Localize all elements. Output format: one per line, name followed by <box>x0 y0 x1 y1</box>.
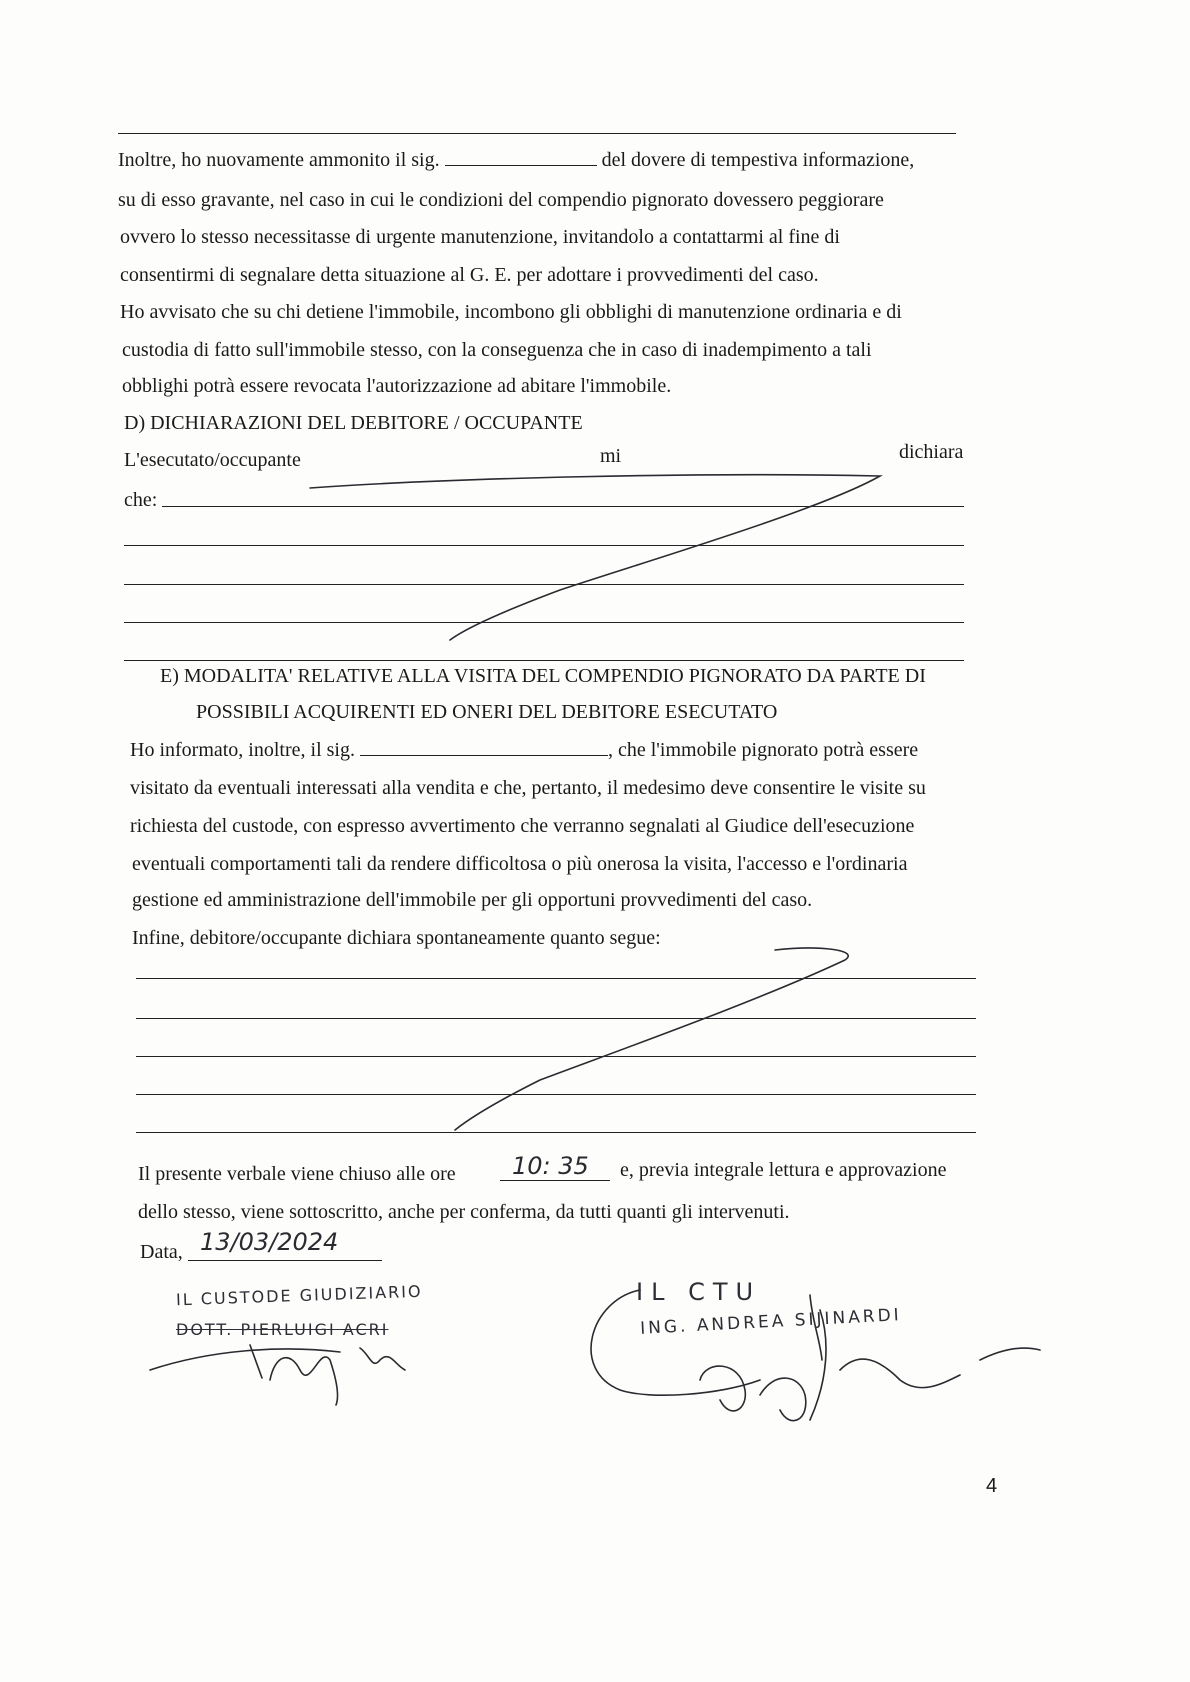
ctu-signature <box>591 1290 1040 1421</box>
para1-end: del dovere di tempestiva informazione, <box>601 149 915 171</box>
page-number: 4 <box>986 1475 998 1497</box>
para1-line2: su di esso gravante, nel caso in cui le condizioni del compendio pignorato dovessero peggiorare <box>118 189 884 211</box>
para1-start: Inoltre, ho nuovamente ammonito il sig. <box>118 149 440 171</box>
section-d-heading: D) DICHIARAZIONI DEL DEBITORE / OCCUPANTE <box>124 412 583 434</box>
section-e-line5: gestione ed amministrazione dell'immobile per gli opportuni provvedimenti del caso. <box>132 889 813 911</box>
date-value: 13/03/2024 <box>200 1228 339 1256</box>
strike-section-d <box>310 475 880 640</box>
para2-line3: obblighi potrà essere revocata l'autorizzazione ad abitare l'immobile. <box>122 375 672 397</box>
section-d-che: che: <box>124 489 158 511</box>
para1-line3: ovvero lo stesso necessitasse di urgente manutenzione, invitandolo a contattarmi al fine di <box>120 226 840 248</box>
closing-line1-end: e, previa integrale lettura e approvazione <box>620 1159 947 1181</box>
section-e-line2: visitato da eventuali interessati alla vendita e che, pertanto, il medesimo deve consentire le visite su <box>130 777 926 799</box>
section-d-subject: L'esecutato/occupante <box>124 449 301 471</box>
closing-line1-start: Il presente verbale viene chiuso alle ore <box>138 1163 456 1185</box>
section-d-mi: mi <box>600 445 622 467</box>
para2-line1: Ho avvisato che su chi detiene l'immobile, incombono gli obblighi di manutenzione ordinaria e di <box>120 301 902 323</box>
para2-line2: custodia di fatto sull'immobile stesso, con la conseguenza che in caso di inadempimento a tali <box>122 339 872 361</box>
section-e-line3: richiesta del custode, con espresso avvertimento che verranno segnalati al Giudice dell'esecuzione <box>130 815 915 837</box>
custode-signature <box>150 1345 405 1405</box>
section-e-heading-1: E) MODALITA' RELATIVE ALLA VISITA DEL COMPENDIO PIGNORATO DA PARTE DI <box>160 665 926 687</box>
closing-time: 10: 35 <box>512 1152 589 1180</box>
date-label: Data, <box>140 1241 183 1263</box>
custode-name: DOTT. PIERLUIGI ACRI <box>176 1320 389 1339</box>
section-e-line6: Infine, debitore/occupante dichiara spontaneamente quanto segue: <box>132 927 661 949</box>
section-e-line4: eventuali comportamenti tali da rendere difficoltosa o più onerosa la visita, l'accesso e l'ordinaria <box>132 853 908 875</box>
custode-title: IL CUSTODE GIUDIZIARIO <box>175 1281 423 1310</box>
ctu-name: ING. ANDREA SIJINARDI <box>639 1305 903 1339</box>
closing-line2: dello stesso, viene sottoscritto, anche per conferma, da tutti quanti gli intervenuti. <box>138 1201 790 1223</box>
para1-line4: consentirmi di segnalare detta situazione al G. E. per adottare i provvedimenti del caso. <box>120 264 819 286</box>
section-d-dichiara: dichiara <box>899 441 964 463</box>
section-e-heading-2: POSSIBILI ACQUIRENTI ED ONERI DEL DEBITORE ESECUTATO <box>196 701 778 723</box>
section-e-line1-end: , che l'immobile pignorato potrà essere <box>607 739 919 761</box>
strike-section-e <box>455 948 848 1130</box>
section-e-line1-start: Ho informato, inoltre, il sig. <box>130 739 355 761</box>
ctu-title: IL CTU <box>636 1278 762 1306</box>
